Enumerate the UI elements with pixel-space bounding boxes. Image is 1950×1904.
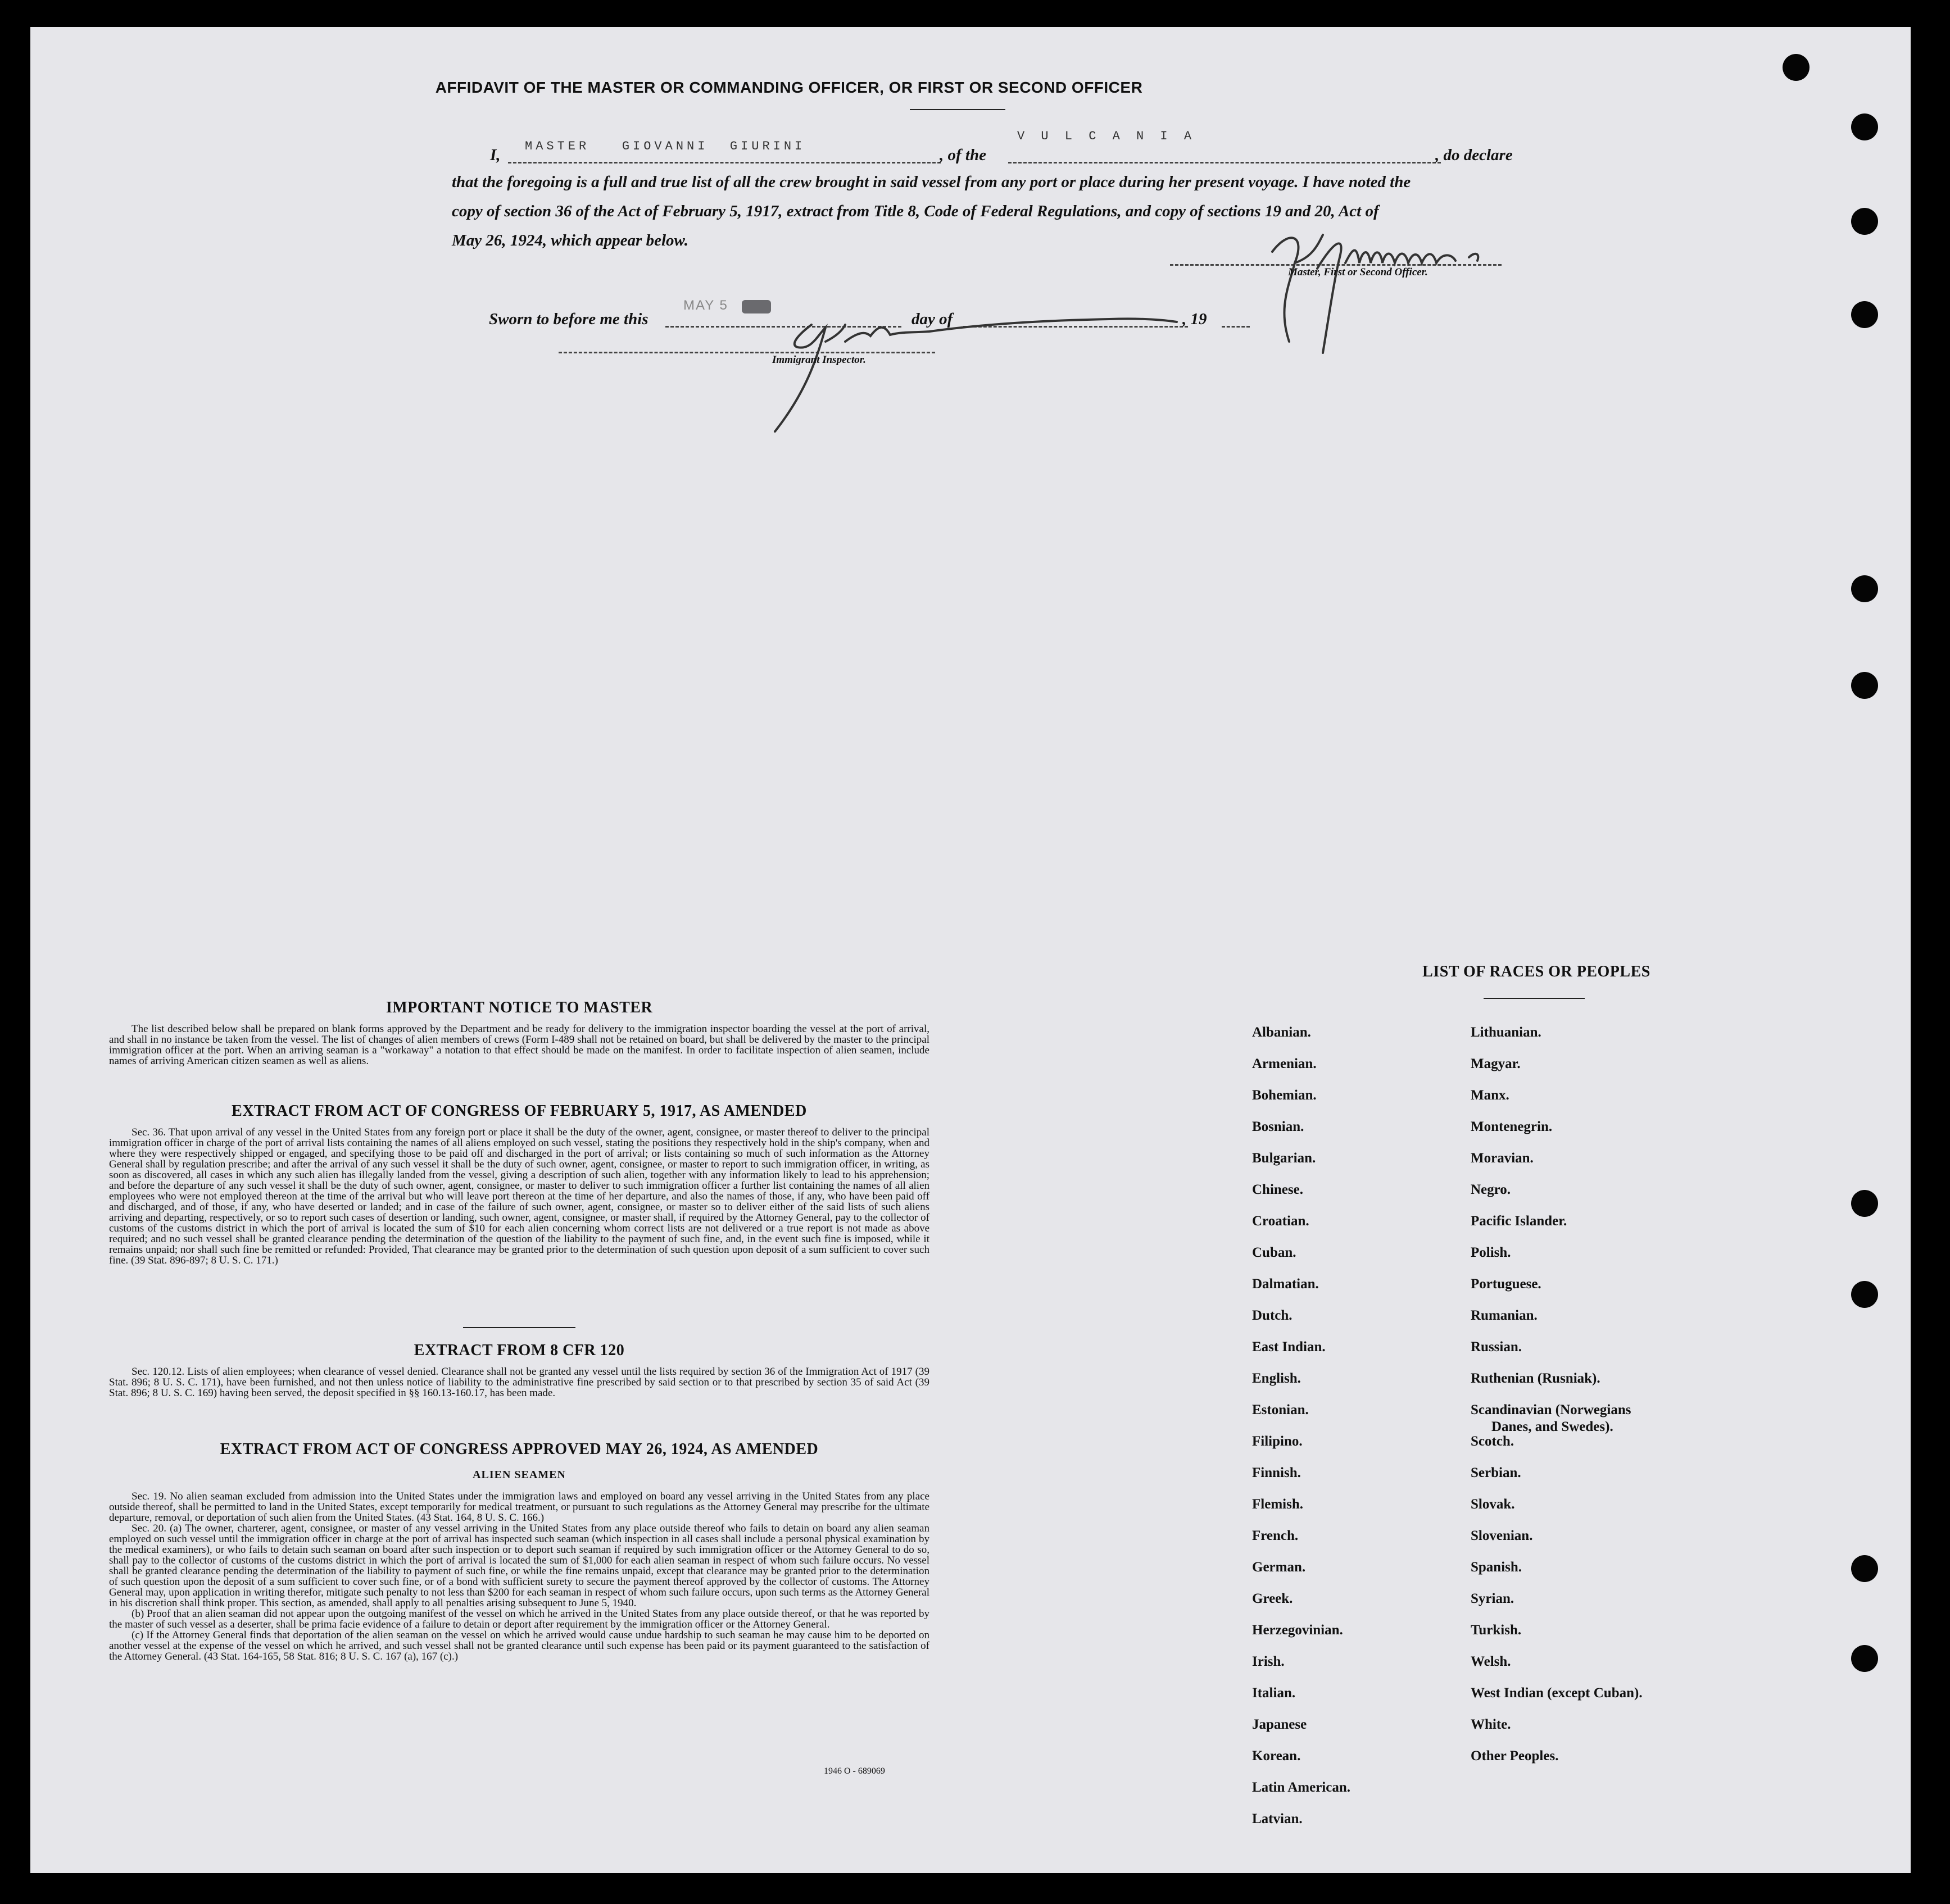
extract-1924-sec20c: (c) If the Attorney General finds that deportation of the alien seaman on the vessel on which he arrived would cause undue hardship to such seaman he may cause him to be deported on another vessel at the expense of the vessel on which he arrived, and such vessel shall not be granted clearance until such expense has been paid or its payment guaranteed to the satisfaction of the Attorney General. (43 Stat. 164-165, 58 Stat. 816; 8 U. S. C. 167 (a), 167 (c).)	[109, 1629, 929, 1662]
binder-hole	[1851, 1645, 1878, 1672]
form-page	[30, 27, 1911, 1873]
extract-1924-title: EXTRACT FROM ACT OF CONGRESS APPROVED MAY 26, 1924, AS AMENDED	[220, 1441, 819, 1458]
race-list-item: Syrian.	[1471, 1591, 1514, 1606]
race-list-item: French.	[1252, 1528, 1299, 1543]
extract-1917-text: Sec. 36. That upon arrival of any vessel in the United States from any foreign port or place it shall be the duty of the owner, agent, consignee, or master thereof to deliver to the principal immigration officer in charge of the port of arrival lists containing the names of all aliens employed on such vessel, stating the positions they respectively hold in the ship's company, when and where they were respectively shipped or engaged, and specifying those to be paid off and discharged in the port of arrival; or lists containing so much of such information as the Attorney General shall by regulation prescribe; and after the arrival of any such vessel it shall be the duty of such owner, agent, consignee, or master to report to such immigration officer, in writing, as soon as discovered, all cases in which any such alien has illegally landed from the vessel, giving a description of such alien, together with any information likely to lead to his apprehension; and before the departure of any such vessel it shall be the duty of such owner, agent, consignee, or master to deliver to such immigration officer a further list containing the names of all alien employees who were not employed thereon at the time of the arrival but who will leave port thereon at the time of her departure, and also the names of those, if any, who have been paid off and discharged, and of those, if any, who have deserted or landed; and in case of the failure of such owner, agent, consignee, or master so to deliver either of the said lists of such aliens arriving and departing, respectively, or so to report such cases of desertion or landing, such owner, agent, consignee, or master shall, if required by the Attorney General, pay to the collector of customs of the customs district in which the port of arrival is located the sum of $10 for each alien concerning whom correct lists are not delivered or a true report is not made as above required; and no such vessel shall be granted clearance pending the determination of the question of the liability to the payment of such fine, and, in the event such fine is imposed, while it remains unpaid; nor shall such fine be remitted or refunded: Provided, That clearance may be granted prior to the determination of such question upon deposit of a sum sufficient to cover such fine. (39 Stat. 896-897; 8 U. S. C. 171.)	[109, 1126, 929, 1266]
race-list-item: Latvian.	[1252, 1811, 1303, 1826]
race-list-item: Bosnian.	[1252, 1119, 1304, 1134]
affidavit-line-4: May 26, 1924, which appear below.	[452, 231, 689, 249]
race-list-item: Bohemian.	[1252, 1088, 1317, 1103]
race-list-item: German.	[1252, 1560, 1306, 1575]
master-name-line	[508, 162, 941, 163]
notice-title: IMPORTANT NOTICE TO MASTER	[386, 999, 653, 1016]
extract-1924-sec20b: (b) Proof that an alien seaman did not appear upon the outgoing manifest of the vessel on which he arrived in the United States from any place outside thereof, or that he was reported by the master of such vessel as a deserter, shall be prima facie evidence of a failure to detain or deport after requirement by the immigration officer or the Attorney General.	[109, 1608, 929, 1630]
race-list-item: Pacific Islander.	[1471, 1214, 1567, 1229]
divider-rule	[463, 1327, 575, 1328]
race-list-item: Finnish.	[1252, 1465, 1301, 1480]
master-name-value: MASTER GIOVANNI GIURINI	[525, 139, 806, 153]
race-list-item: Other Peoples.	[1471, 1748, 1559, 1764]
race-list-item: Greek.	[1252, 1591, 1293, 1606]
race-list-item: Magyar.	[1471, 1056, 1521, 1071]
race-list-item: Montenegrin.	[1471, 1119, 1553, 1134]
race-list-item: Irish.	[1252, 1654, 1285, 1669]
race-list-item: Latin American.	[1252, 1780, 1350, 1795]
race-list-item: Polish.	[1471, 1245, 1511, 1260]
binder-hole	[1851, 575, 1878, 602]
binder-hole	[1851, 1555, 1878, 1582]
race-list-item: Scotch.	[1471, 1434, 1514, 1449]
race-list-item: Serbian.	[1471, 1465, 1521, 1480]
vessel-name-value: V U L C A N I A	[1017, 129, 1196, 143]
race-list-item: Italian.	[1252, 1685, 1296, 1701]
do-declare-label: , do declare	[1435, 146, 1513, 164]
race-list-item: Korean.	[1252, 1748, 1301, 1764]
extract-cfr-text: Sec. 120.12. Lists of alien employees; when clearance of vessel denied. Clearance shall not be granted any vessel until the lists required by section 36 of the Immigration Act of 1917 (39 Stat. 896; 8 U. S. C. 171), have been furnished, and not then unless notice of liability to the administrative fine prescribed by said section or to that prescribed by section 35 of said Act (39 Stat. 896; 8 U. S. C. 169) having been served, the deposit specified in §§ 160.13-160.17, has been made.	[109, 1366, 929, 1399]
extract-1924-sec19: Sec. 19. No alien seaman excluded from admission into the United States under the immigration laws and employed on board any vessel arriving in the United States from any place outside thereof, shall be permitted to land in the United States, except temporarily for medical treatment, or pursuant to such regulations as the Attorney General may prescribe for the ultimate departure, removal, or deportation of such alien from the United States. (43 Stat. 164, 8 U. S. C. 166.)	[109, 1491, 929, 1524]
date-stamp: MAY 5	[683, 298, 728, 313]
vessel-name-line	[1008, 162, 1441, 163]
race-list-item: Herzegovinian.	[1252, 1623, 1343, 1638]
race-list-item: Chinese.	[1252, 1182, 1303, 1197]
race-list-item: Filipino.	[1252, 1434, 1303, 1449]
notice-body	[109, 1024, 929, 1066]
binder-hole	[1783, 54, 1810, 81]
race-list-item: Danes, and Swedes).	[1491, 1419, 1613, 1434]
race-list-item: English.	[1252, 1371, 1301, 1386]
race-list-item: Turkish.	[1471, 1623, 1522, 1638]
race-list-item: Moravian.	[1471, 1151, 1534, 1166]
race-list-item: Ruthenian (Rusniak).	[1471, 1371, 1600, 1386]
race-list-item: Slovenian.	[1471, 1528, 1533, 1543]
year-prefix-label: , 19	[1182, 310, 1207, 328]
races-title: LIST OF RACES OR PEOPLES	[1422, 963, 1650, 980]
sworn-label: Sworn to before me this	[489, 310, 649, 328]
inspector-caption: Immigrant Inspector.	[772, 354, 866, 366]
binder-hole	[1851, 672, 1878, 699]
affidavit-title-rule	[910, 109, 1005, 110]
race-list-item: West Indian (except Cuban).	[1471, 1685, 1643, 1701]
binder-hole	[1851, 301, 1878, 328]
races-title-rule	[1484, 998, 1585, 999]
master-signature-caption: Master, First or Second Officer.	[1288, 266, 1428, 278]
race-list-item: Spanish.	[1471, 1560, 1522, 1575]
race-list-item: White.	[1471, 1717, 1511, 1732]
print-code: 1946 O - 689069	[824, 1766, 885, 1776]
binder-hole	[1851, 208, 1878, 235]
master-signature	[1255, 224, 1508, 370]
race-list-item: Lithuanian.	[1471, 1025, 1541, 1040]
binder-hole	[1851, 113, 1878, 140]
race-list-item: Estonian.	[1252, 1402, 1309, 1417]
race-list-item: Albanian.	[1252, 1025, 1311, 1040]
notice-body-text: The list described below shall be prepared on blank forms approved by the Department and be ready for delivery to the immigration inspector boarding the vessel at the port of arrival, and shall in no instance be taken from the vessel. The list of changes of alien members of crews (Form I-489 shall not be retained on board, but shall be delivered by the master to the principal immigration officer at the port. When an arriving seaman is a "workaway" a notation to that effect should be made on the manifest. In order to facilitate inspection of alien seamen, include names of arriving American citizen seamen as well as aliens.	[109, 1023, 929, 1067]
race-list-item: Russian.	[1471, 1339, 1522, 1355]
race-list-item: Dutch.	[1252, 1308, 1293, 1323]
affidavit-title: AFFIDAVIT OF THE MASTER OR COMMANDING OFFICER, OR FIRST OR SECOND OFFICER	[435, 79, 1143, 96]
race-list-item: Welsh.	[1471, 1654, 1511, 1669]
race-list-item: Scandinavian (Norwegians	[1471, 1402, 1631, 1417]
extract-cfr-title: EXTRACT FROM 8 CFR 120	[414, 1342, 625, 1359]
year-line	[1222, 326, 1250, 328]
affidavit-line-2: that the foregoing is a full and true list of all the crew brought in said vessel from any port or place during her present voyage. I have noted the	[452, 173, 1411, 191]
binder-hole	[1851, 1190, 1878, 1217]
extract-1924-subtitle: ALIEN SEAMEN	[473, 1469, 566, 1481]
race-list-item: Bulgarian.	[1252, 1151, 1316, 1166]
race-list-item: East Indian.	[1252, 1339, 1326, 1355]
extract-1924-sec20a: Sec. 20. (a) The owner, charterer, agent, consignee, or master of any vessel arriving in the United States from any place outside thereof who fails to detain on board any alien seaman employed on such vessel until the immigration officer in charge at the port of arrival has inspected such seaman (which inspection in all cases shall include a personal physical examination by the medical examiners), or who fails to detain such seaman on board after such inspection or to deport such seaman if required by such immigration officer or the Attorney General to do so, shall pay to the collector of customs of the customs district in which the port of arrival is located the sum of $1,000 for each alien seaman in respect of whom such failure occurs. No vessel shall be granted clearance pending the determination of the liability to payment of such fine, or while the fine remains unpaid, except that clearance may be granted prior to the determination of such question upon the deposit of a sum sufficient to cover such fine, or of a bond with sufficient surety to secure the payment thereof approved by the collector of customs. The Attorney General may, upon application in writing therefor, mitigate such penalty to not less than $200 for each seaman in respect of whom such failure occurs, upon such terms as the Attorney General in his discretion shall think proper. This section, as amended, shall apply to all penalties arising subsequent to June 5, 1940.	[109, 1523, 929, 1609]
race-list-item: Croatian.	[1252, 1214, 1309, 1229]
extract-1917-body	[109, 1127, 929, 1266]
race-list-item: Slovak.	[1471, 1497, 1515, 1512]
race-list-item: Rumanian.	[1471, 1308, 1538, 1323]
race-list-item: Flemish.	[1252, 1497, 1303, 1512]
extract-cfr-body	[109, 1366, 929, 1398]
extract-1924-body	[109, 1491, 929, 1662]
race-list-item: Negro.	[1471, 1182, 1511, 1197]
of-the-label: , of the	[940, 146, 986, 164]
race-list-item: Japanese	[1252, 1717, 1307, 1732]
binder-hole	[1851, 1281, 1878, 1308]
race-list-item: Armenian.	[1252, 1056, 1317, 1071]
extract-1917-title: EXTRACT FROM ACT OF CONGRESS OF FEBRUARY 5, 1917, AS AMENDED	[232, 1102, 807, 1120]
affidavit-i-label: I,	[490, 146, 501, 164]
affidavit-line-3: copy of section 36 of the Act of February 5, 1917, extract from Title 8, Code of Federal Regulations, and copy of sections 19 and 20, Act of	[452, 202, 1379, 220]
race-list-item: Cuban.	[1252, 1245, 1296, 1260]
race-list-item: Portuguese.	[1471, 1276, 1541, 1292]
race-list-item: Manx.	[1471, 1088, 1509, 1103]
race-list-item: Dalmatian.	[1252, 1276, 1319, 1292]
day-of-label: day of	[911, 310, 953, 328]
